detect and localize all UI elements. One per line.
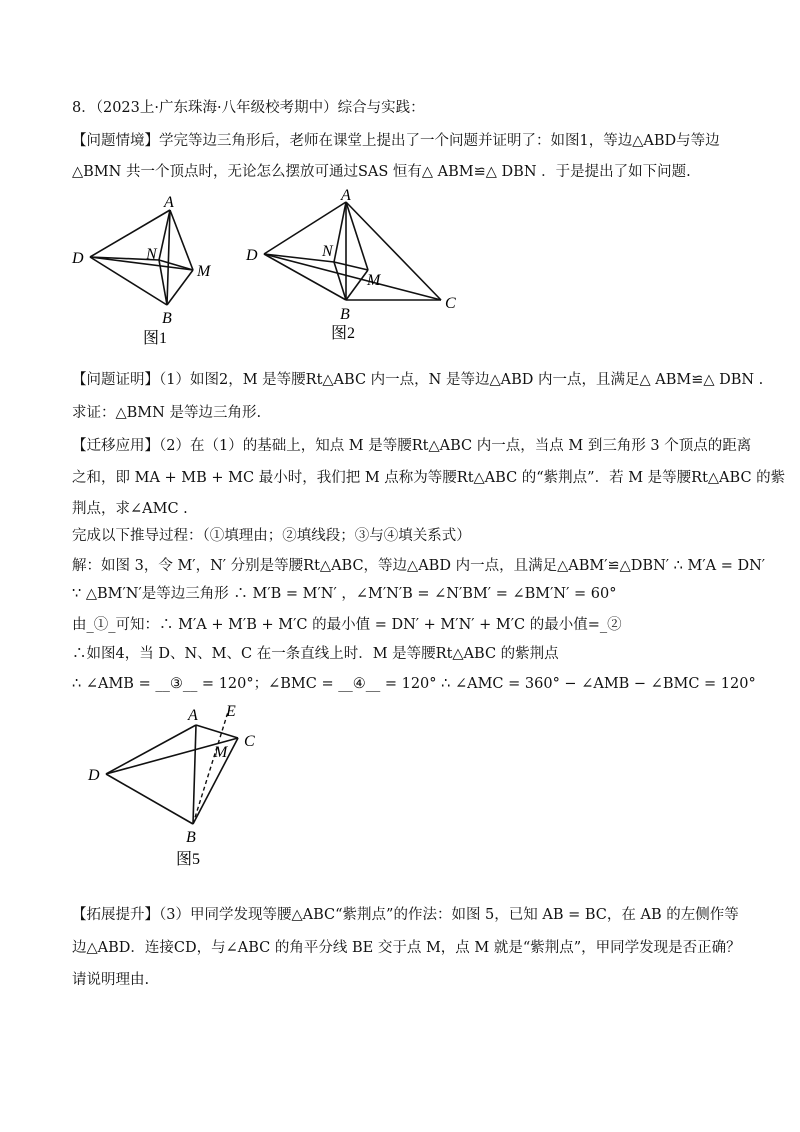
fig1-label: B — [162, 310, 172, 327]
fig1-label: D — [72, 250, 84, 267]
derivation-step4: ∴如图4，当 D、N、M、C 在一条直线上时．M 是等腰Rt△ABC 的紫荆点 — [72, 646, 559, 662]
fig2-label: C — [445, 295, 456, 312]
fig2-caption: 图2 — [331, 325, 356, 342]
problem-header: 8．（2023上·广东珠海·八年级校考期中）综合与实践： — [72, 100, 425, 116]
part1-line1: 【问题证明】（1）如图2，M 是等腰Rt△ABC 内一点，N 是等边△ABD 内一点，且满足△ ABM≌△ DBN . — [72, 372, 764, 388]
derivation-step2: ∵ △BM′N′是等边三角形 ∴ M′B = M′N′ ，∠M′N′B = ∠N′BM′ = ∠BM′N′ = 60° — [72, 586, 617, 602]
part3-line1: 【拓展提升】（3）甲同学发现等腰△ABC“紫荆点”的作法：如图 5，已知 AB = BC，在 AB 的左侧作等 — [72, 907, 739, 923]
part1-line2: 求证：△BMN 是等边三角形. — [72, 405, 262, 421]
fig2-label: B — [340, 306, 350, 323]
fig1-label: M — [197, 263, 211, 280]
part2-line3: 荆点，求∠AMC . — [72, 501, 188, 517]
fig5-label: A — [188, 707, 198, 724]
fig5-label: D — [88, 767, 100, 784]
fig5-label: E — [226, 703, 236, 720]
fig2-label: M — [367, 272, 381, 289]
fig5-label: M — [214, 744, 228, 761]
fig5-label: C — [244, 733, 255, 750]
fig2-label: D — [246, 247, 258, 264]
derivation-step5: ∴ ∠AMB = __③__ = 120°；∠BMC = __④__ = 120° ∴ ∠AMC = 360° − ∠AMB − ∠BMC = 120° — [72, 676, 756, 692]
fig2-label: A — [341, 187, 351, 204]
part3-line3: 请说明理由. — [72, 972, 150, 988]
derivation-step3: 由_①_可知：∴ M′A + M′B + M′C 的最小值 = DN′ + M′N′ + M′C 的最小值=_② — [72, 617, 622, 633]
fig2-label: N — [322, 243, 333, 260]
fig1-label: N — [146, 246, 157, 263]
figure-1 — [60, 190, 230, 350]
part2-line1: 【迁移应用】（2）在（1）的基础上，知点 M 是等腰Rt△ABC 内一点，当点 M 到三角形 3 个顶点的距离 — [72, 438, 752, 454]
problem-situation-line2: △BMN 共一个顶点时，无论怎么摆放可通过SAS 恒有△ ABM≌△ DBN ．于是提出了如下问题. — [72, 164, 691, 180]
fig5-label: B — [186, 829, 196, 846]
derivation-step1: 解：如图 3，令 M′，N′ 分别是等腰Rt△ABC，等边△ABD 内一点，且满足△ABM′≌△DBN′ ∴ M′A = DN′ — [72, 558, 766, 574]
problem-situation-line1: 【问题情境】学完等边三角形后，老师在课堂上提出了一个问题并证明了：如图1，等边△ABD与等边 — [72, 133, 720, 149]
derivation-intro: 完成以下推导过程：（①填理由；②填线段；③与④填关系式） — [72, 528, 471, 544]
part3-line2: 边△ABD．连接CD，与∠ABC 的角平分线 BE 交于点 M，点 M 就是“紫荆点”，甲同学发现是否正确？ — [72, 940, 741, 956]
figure-2 — [238, 182, 478, 352]
fig1-label: A — [164, 194, 174, 211]
figure-5 — [78, 700, 278, 875]
fig1-caption: 图1 — [143, 330, 168, 347]
fig5-caption: 图5 — [176, 851, 201, 868]
part2-line2: 之和，即 MA + MB + MC 最小时，我们把 M 点称为等腰Rt△ABC 的“紫荆点”．若 M 是等腰Rt△ABC 的紫 — [72, 470, 786, 486]
